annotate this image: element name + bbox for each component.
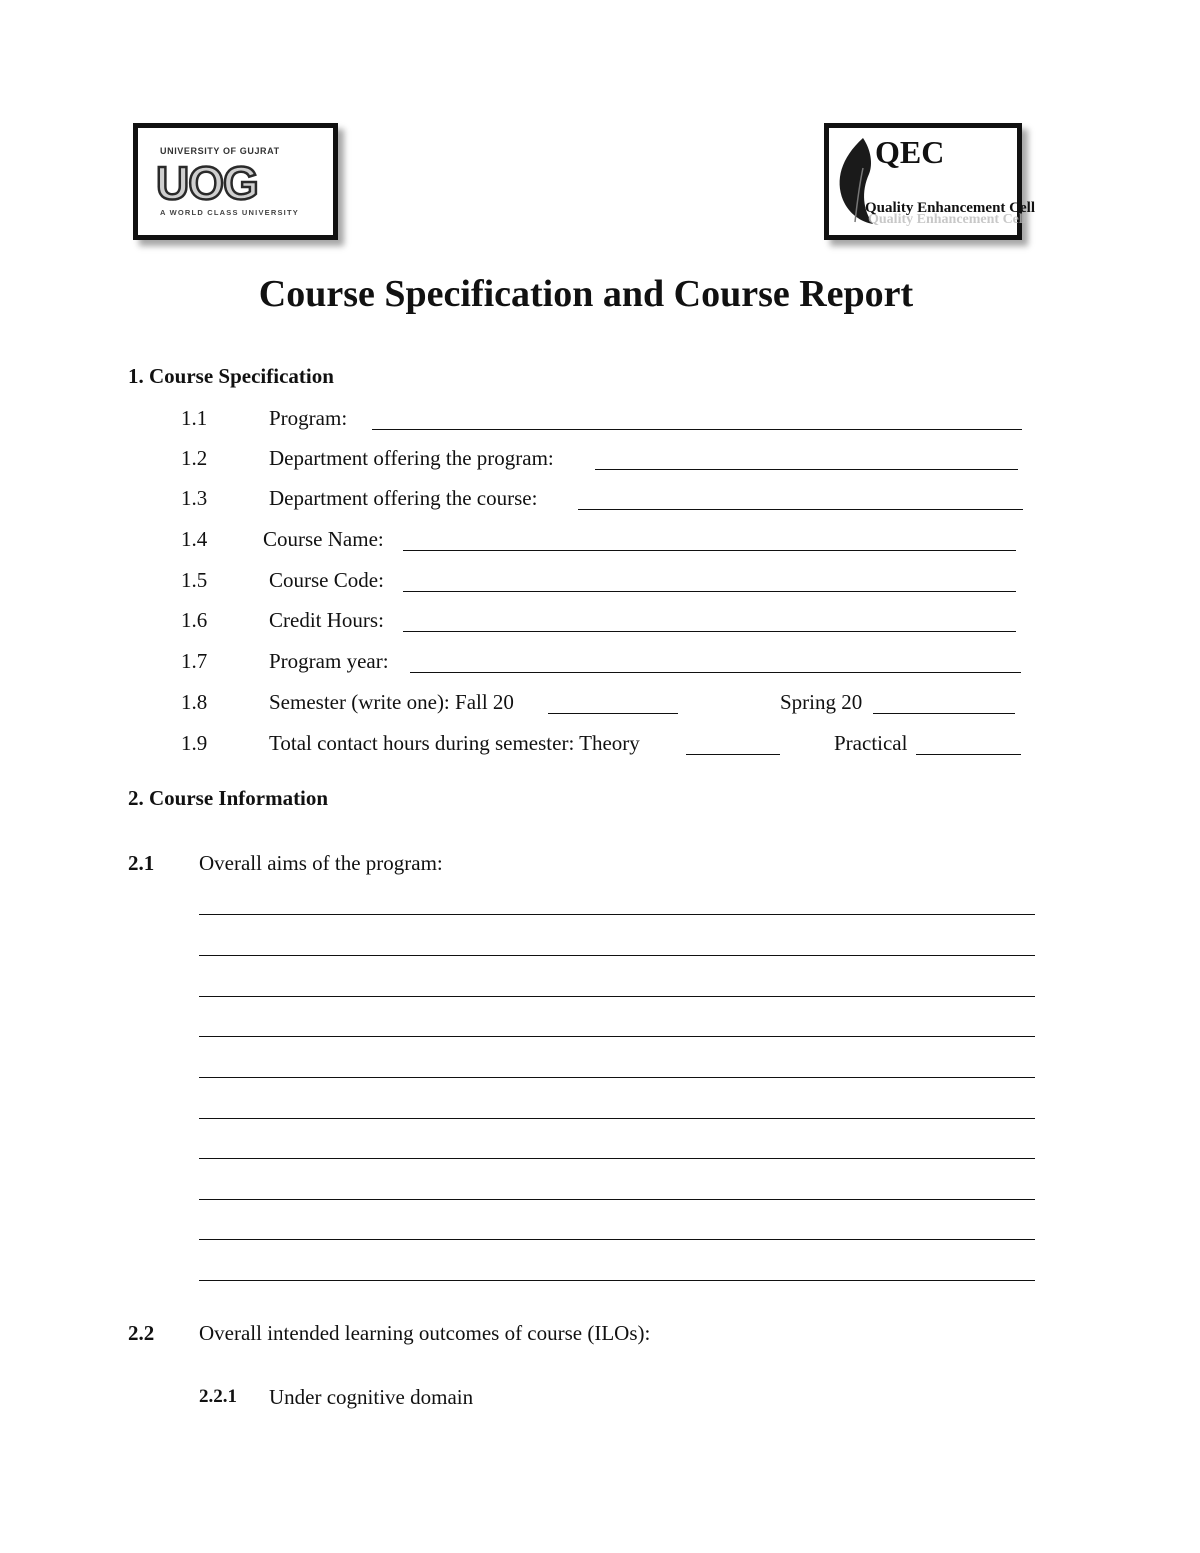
- credit-hours-field[interactable]: [403, 631, 1016, 632]
- credit-hours-label: Credit Hours:: [269, 608, 384, 632]
- program-aims-label: Overall aims of the program:: [199, 851, 443, 875]
- learning-outcomes-label: Overall intended learning outcomes of course (ILOs):: [199, 1321, 651, 1345]
- logo-bottom-text: A WORLD CLASS UNIVERSITY: [160, 208, 299, 217]
- aims-answer-line[interactable]: [199, 1036, 1035, 1037]
- cognitive-domain-label: Under cognitive domain: [269, 1385, 474, 1409]
- department-program-label: Department offering the program:: [269, 446, 554, 470]
- aims-answer-line[interactable]: [199, 1158, 1035, 1159]
- aims-answer-line[interactable]: [199, 1199, 1035, 1200]
- item-number: 1.7: [181, 649, 208, 673]
- university-logo: [133, 123, 338, 240]
- qec-subtitle-reflection: Quality Enhancement Cell: [868, 212, 1027, 227]
- department-course-field[interactable]: [578, 509, 1023, 510]
- semester-fall-label: Semester (write one): Fall 20: [269, 690, 514, 714]
- contact-hours-theory-field[interactable]: [686, 754, 780, 755]
- item-number: 1.1: [181, 406, 208, 430]
- item-number: 1.2: [181, 446, 208, 470]
- aims-answer-line[interactable]: [199, 914, 1035, 915]
- item-number: 1.9: [181, 731, 208, 755]
- item-number: 2.1: [128, 851, 155, 875]
- logo-top-text: UNIVERSITY OF GUJRAT: [160, 146, 280, 156]
- course-name-field[interactable]: [403, 550, 1016, 551]
- item-number: 1.6: [181, 608, 208, 632]
- document-title: Course Specification and Course Report: [258, 273, 914, 315]
- item-number: 1.3: [181, 486, 208, 510]
- qec-subtitle: Quality Enhancement Cell: [865, 200, 1036, 216]
- item-number: 2.2: [128, 1321, 155, 1345]
- contact-hours-practical-label: Practical: [834, 731, 908, 755]
- course-code-field[interactable]: [403, 591, 1016, 592]
- item-number: 1.5: [181, 568, 208, 592]
- logo-letters: UOG: [156, 157, 258, 209]
- semester-spring-field[interactable]: [873, 713, 1015, 714]
- aims-answer-line[interactable]: [199, 955, 1035, 956]
- department-program-field[interactable]: [595, 469, 1018, 470]
- aims-answer-line[interactable]: [199, 1239, 1035, 1240]
- semester-spring-label: Spring 20: [780, 690, 863, 714]
- program-field[interactable]: [372, 429, 1022, 430]
- aims-answer-line[interactable]: [199, 1077, 1035, 1078]
- contact-hours-practical-field[interactable]: [916, 754, 1021, 755]
- section-2-heading: 2. Course Information: [128, 786, 329, 810]
- semester-fall-field[interactable]: [548, 713, 678, 714]
- section-1-heading: 1. Course Specification: [128, 364, 334, 388]
- program-year-field[interactable]: [410, 672, 1021, 673]
- program-label: Program:: [269, 406, 348, 430]
- qec-title: QEC: [875, 134, 945, 170]
- course-code-label: Course Code:: [269, 568, 384, 592]
- contact-hours-theory-label: Total contact hours during semester: Theory: [269, 731, 640, 755]
- item-number: 1.4: [181, 527, 208, 551]
- item-number: 2.2.1: [199, 1386, 237, 1407]
- aims-answer-line[interactable]: [199, 996, 1035, 997]
- aims-answer-line[interactable]: [199, 1118, 1035, 1119]
- program-year-label: Program year:: [269, 649, 389, 673]
- item-number: 1.8: [181, 690, 208, 714]
- course-name-label: Course Name:: [263, 527, 384, 551]
- aims-answer-line[interactable]: [199, 1280, 1035, 1281]
- qec-logo: [824, 123, 1036, 240]
- department-course-label: Department offering the course:: [269, 486, 538, 510]
